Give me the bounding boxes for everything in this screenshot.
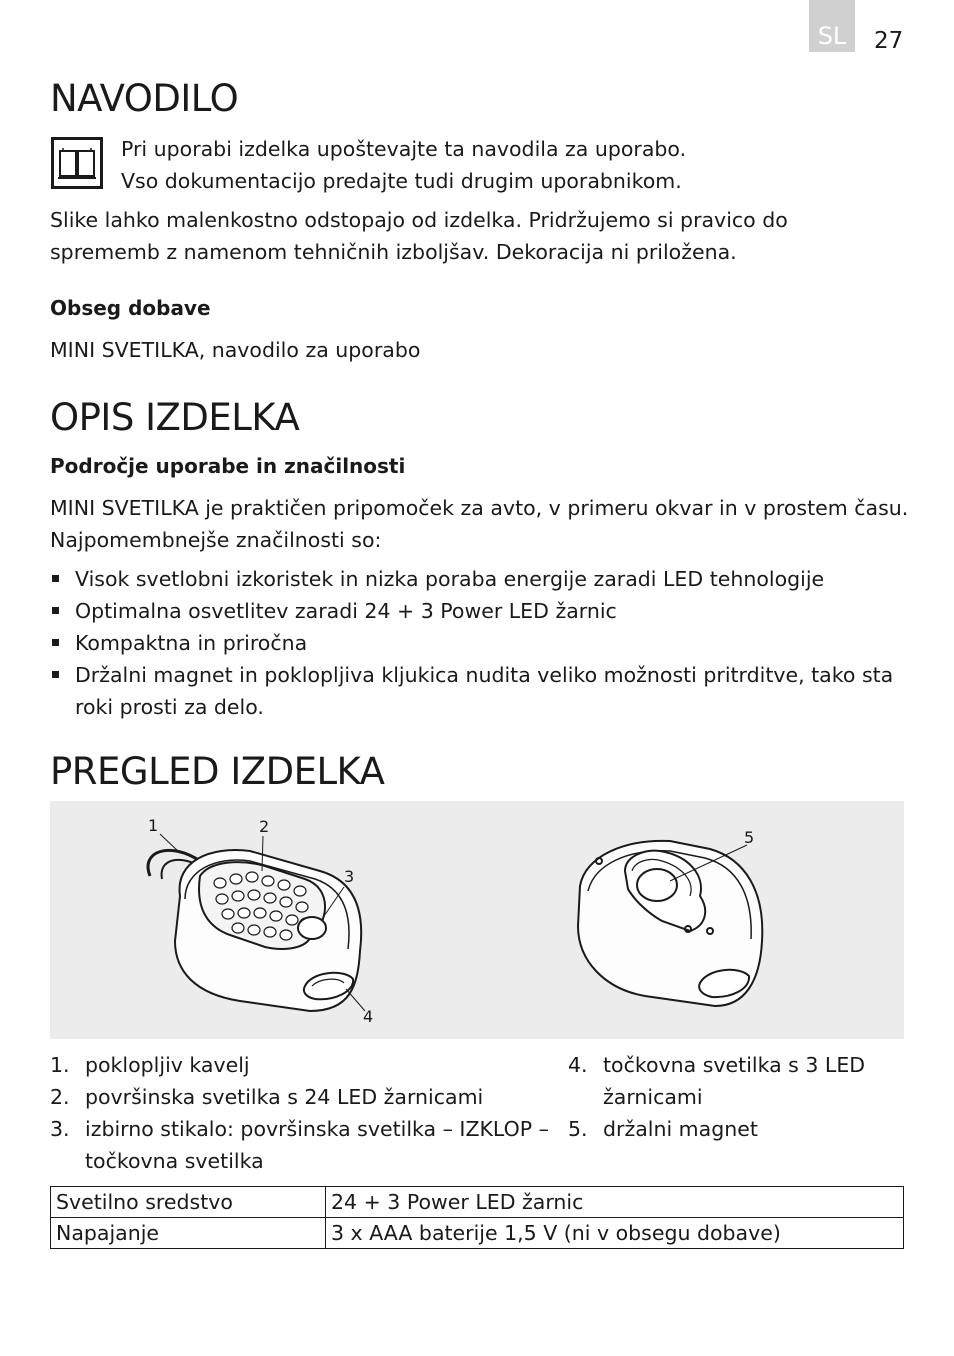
feature-item: Optimalna osvetlitev zaradi 24 + 3 Power LED žarnic [50,595,900,627]
intro-paragraph [50,492,910,556]
feature-item: Visok svetlobni izkoristek in nizka poraba energije zaradi LED tehnologije [50,563,900,595]
feature-item: Držalni magnet in poklopljiva kljukica nudita veliko možnosti pritrditve, tako sta roki prosti za delo. [50,659,900,723]
book-icon [51,137,103,189]
callout-3: 3 [344,867,355,886]
features-list [50,563,900,723]
parts-list-right [568,1049,868,1145]
product-illustration [50,801,904,1039]
callout-5: 5 [744,828,755,847]
part-label: površinska svetilka s 24 LED žarnicami [85,1085,484,1109]
manual-note-line: Vso dokumentacijo predajte tudi drugim uporabnikom. [121,169,682,193]
callout-4: 4 [363,1007,374,1026]
part-number: 3. [50,1117,70,1141]
spec-key: Svetilno sredstvo [51,1187,326,1218]
part-item [50,1049,550,1081]
part-item [568,1113,868,1145]
part-label: izbirno stikalo: površinska svetilka – IZKLOP – točkovna svetilka [85,1117,549,1173]
feature-item: Kompaktna in priročna [50,627,900,659]
part-item [50,1081,550,1113]
spec-key: Napajanje [51,1218,326,1249]
paragraph-line: Slike lahko malenkostno odstopajo od izdelka. Pridržujemo si pravico do [50,208,788,232]
callout-1: 1 [148,816,159,835]
paragraph-line: MINI SVETILKA je praktičen pripomoček za avto, v primeru okvar in v prostem času. [50,496,909,520]
spec-value: 24 + 3 Power LED žarnic [326,1187,904,1218]
language-tab [809,0,855,52]
section-title-pregled: PREGLED IZDELKA [50,750,385,793]
part-label: točkovna svetilka s 3 LED žarnicami [603,1053,866,1109]
section-title-navodilo: NAVODILO [50,77,239,120]
table-row [51,1218,904,1249]
parts-list-left [50,1049,550,1177]
part-number: 5. [568,1117,588,1141]
specs-table [50,1186,904,1249]
section-title-opis: OPIS IZDELKA [50,396,300,439]
manual-note-line: Pri uporabi izdelka upoštevajte ta navodila za uporabo. [121,137,687,161]
manual-note [121,133,686,197]
lamp-front-view [148,850,361,1011]
lamp-back-view [578,841,762,1006]
part-label: poklopljiv kavelj [85,1053,250,1077]
language-code: SL [817,22,847,50]
paragraph-line: Najpomembnejše značilnosti so: [50,528,382,552]
part-number: 4. [568,1053,588,1077]
page-number: 27 [874,28,904,54]
part-item [50,1113,550,1177]
table-row [51,1187,904,1218]
scope-heading: Obseg dobave [50,296,211,320]
scope-text: MINI SVETILKA, navodilo za uporabo [50,338,421,362]
part-number: 2. [50,1085,70,1109]
spec-value: 3 x AAA baterije 1,5 V (ni v obsegu dobave) [326,1218,904,1249]
usage-heading: Področje uporabe in značilnosti [50,454,406,478]
part-number: 1. [50,1053,70,1077]
callout-2: 2 [259,817,270,836]
disclaimer-paragraph [50,204,788,268]
paragraph-line: sprememb z namenom tehničnih izboljšav. Dekoracija ni priložena. [50,240,737,264]
part-label: držalni magnet [603,1117,758,1141]
part-item [568,1049,868,1113]
